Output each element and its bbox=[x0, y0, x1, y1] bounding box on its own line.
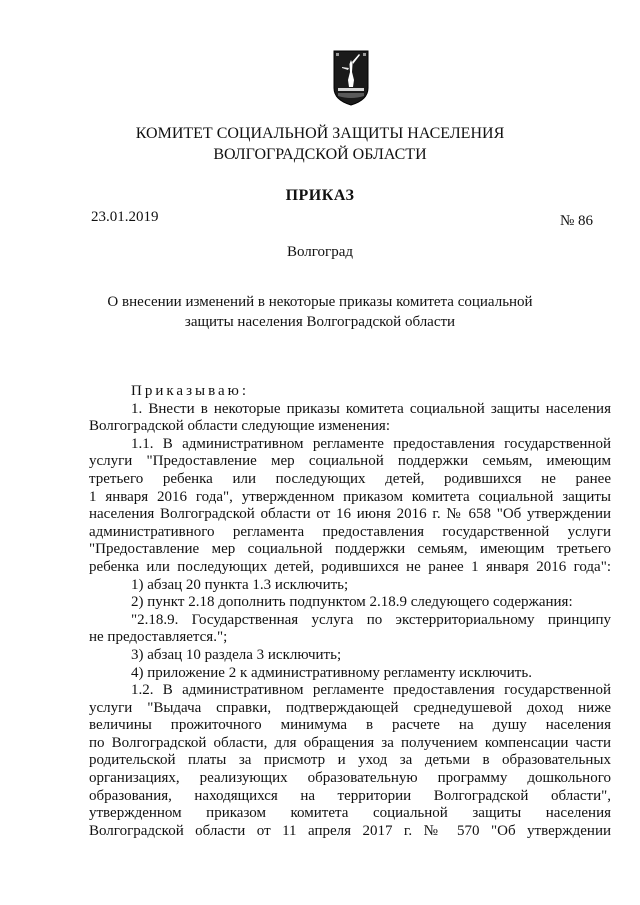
body-line: 1) абзац 20 пункта 1.3 исключить; bbox=[131, 576, 349, 593]
subject-line-1: О внесении изменений в некоторые приказы комитета социальной bbox=[107, 294, 533, 310]
volgograd-region-emblem-icon bbox=[333, 50, 369, 106]
document-city: Волгоград bbox=[286, 244, 353, 260]
document-type: ПРИКАЗ bbox=[285, 187, 355, 204]
organization-name-line-1: КОМИТЕТ СОЦИАЛЬНОЙ ЗАЩИТЫ НАСЕЛЕНИЯ bbox=[135, 125, 505, 142]
organization-name-line-2: ВОЛГОГРАДСКОЙ ОБЛАСТИ bbox=[213, 146, 427, 163]
body-line: образования, находящихся на территории Волгоградской области", bbox=[89, 787, 611, 804]
body-line: административного регламента предоставления государственной услуги bbox=[89, 523, 611, 540]
document-body bbox=[89, 383, 611, 840]
body-line: 1.2. В административном регламенте предоставления государственной bbox=[131, 682, 611, 699]
body-line: по Волгоградской области, для обращения за получением компенсации части bbox=[89, 734, 611, 751]
body-line: родительской платы за присмотр и уход за детьми в образовательных bbox=[89, 752, 611, 769]
body-line: Волгоградской области следующие изменения: bbox=[89, 418, 390, 435]
body-line: 1.1. В административном регламенте предоставления государственной bbox=[131, 435, 611, 452]
body-line: 3) абзац 10 раздела 3 исключить; bbox=[131, 646, 342, 663]
body-line: величины прожиточного минимума в расчете на душу населения bbox=[89, 717, 611, 734]
body-line: ребенка или последующих детей, родившихся не ранее 1 января 2016 года": bbox=[89, 558, 611, 575]
body-line: услуги "Предоставление мер социальной поддержки семьям, имеющим bbox=[89, 453, 611, 470]
body-line: не предоставляется."; bbox=[89, 629, 228, 646]
body-line: 1 января 2016 года", утвержденном приказом комитета социальной защиты bbox=[89, 488, 611, 505]
body-line: 2) пункт 2.18 дополнить подпунктом 2.18.9 следующего содержания: bbox=[131, 594, 573, 611]
organization-name bbox=[0, 123, 640, 165]
body-line: третьего ребенка или последующих детей, родившихся не ранее bbox=[89, 470, 611, 487]
document-number: № 86 bbox=[560, 213, 594, 229]
body-line: организациях, реализующих образовательную программу дошкольного bbox=[89, 770, 611, 787]
body-line: "2.18.9. Государственная услуга по экстерриториальному принципу bbox=[131, 611, 611, 628]
body-line: 1. Внести в некоторые приказы комитета социальной защиты населения bbox=[131, 400, 611, 417]
body-line: Волгоградской области от 11 апреля 2017 г. № 570 "Об утверждении bbox=[89, 822, 611, 839]
body-line: населения Волгоградской области от 16 июня 2016 г. № 658 "Об утверждении bbox=[89, 506, 611, 523]
document-date: 23.01.2019 bbox=[91, 209, 159, 225]
subject-line-2: защиты населения Волгоградской области bbox=[184, 314, 456, 330]
body-line: услуги "Выдача справки, подтверждающей среднедушевой доход ниже bbox=[89, 699, 611, 716]
body-line: утвержденном приказом комитета социальной защиты населения bbox=[89, 805, 611, 822]
body-line: 4) приложение 2 к административному регламенту исключить. bbox=[131, 664, 532, 681]
document-subject bbox=[0, 292, 640, 332]
body-line: "Предоставление мер социальной поддержки семьям, имеющим третьего bbox=[89, 541, 611, 558]
prikazyvayu-heading: Приказываю: bbox=[131, 383, 249, 399]
